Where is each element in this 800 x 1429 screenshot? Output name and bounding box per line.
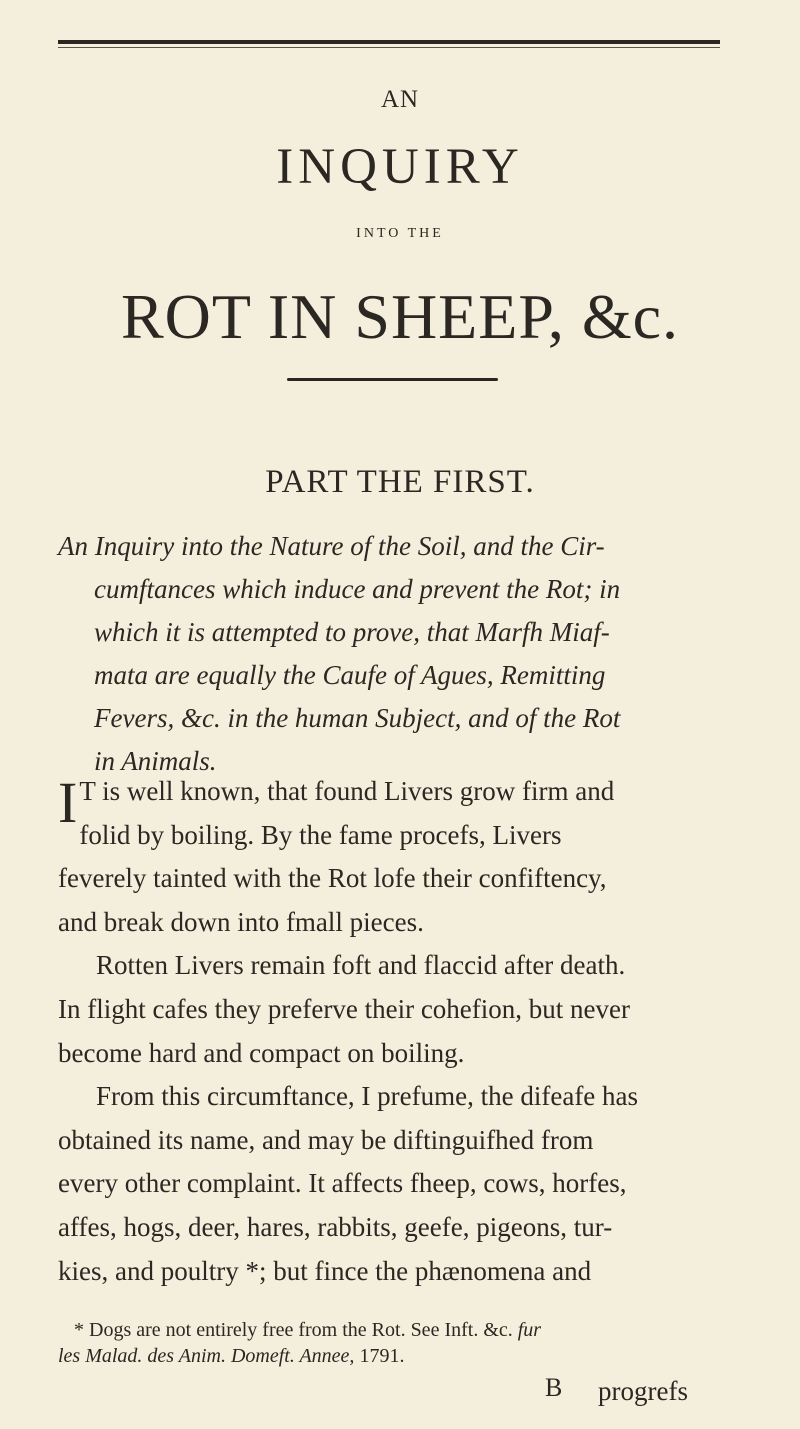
summary-line: cumftances which induce and prevent the Rot; in bbox=[94, 574, 621, 604]
footnote-text: 1791. bbox=[354, 1345, 405, 1367]
section-heading: PART THE FIRST. bbox=[265, 464, 535, 500]
footnote-italic: les Malad. des Anim. Domeft. Annee, bbox=[58, 1345, 355, 1367]
top-rule bbox=[58, 40, 720, 44]
footnote bbox=[58, 1317, 758, 1369]
body-line: From this circumftance, I prefume, the difeafe has bbox=[96, 1081, 639, 1112]
signature-mark: B bbox=[545, 1373, 563, 1402]
section-summary bbox=[58, 525, 738, 783]
body-line: Rotten Livers remain foft and flaccid after death. bbox=[96, 950, 626, 981]
body-line: T is well known, that found Livers grow firm and bbox=[79, 776, 615, 806]
summary-line: An Inquiry into the Nature of the Soil, and the Cir- bbox=[58, 531, 605, 561]
body-line: become hard and compact on boiling. bbox=[58, 1037, 465, 1068]
body-line: every other complaint. It affects fheep, cows, horfes, bbox=[58, 1168, 627, 1199]
footnote-line-1 bbox=[58, 1317, 758, 1343]
main-title: INQUIRY bbox=[276, 139, 524, 195]
summary-line: in Animals. bbox=[94, 746, 217, 776]
top-rule-thin bbox=[58, 47, 720, 48]
pre-title: AN bbox=[380, 86, 420, 113]
drop-cap: I bbox=[58, 770, 78, 835]
body-line: affes, hogs, deer, hares, rabbits, geefe, pigeons, tur- bbox=[58, 1211, 613, 1242]
body-line: In flight cafes they preferve their cohefion, but never bbox=[58, 993, 630, 1024]
footnote-line-2 bbox=[58, 1343, 758, 1369]
summary-line: which it is attempted to prove, that Marfh Miaf- bbox=[94, 617, 610, 647]
body-line: obtained its name, and may be diftinguifhed from bbox=[58, 1124, 594, 1155]
summary-line: Fevers, &c. in the human Subject, and of the Rot bbox=[94, 703, 621, 733]
summary-line: mata are equally the Caufe of Agues, Remitting bbox=[94, 660, 606, 690]
body-text bbox=[58, 770, 752, 1293]
body-line: and break down into fmall pieces. bbox=[58, 906, 424, 937]
body-line: kies, and poultry *; but fince the phænomena and bbox=[58, 1255, 592, 1286]
body-line: feverely tainted with the Rot lofe their confiftency, bbox=[58, 863, 607, 894]
title-connector: INTO THE bbox=[356, 226, 444, 241]
catchword: progrefs bbox=[598, 1376, 688, 1406]
divider-rule bbox=[287, 378, 498, 381]
footnote-text: * Dogs are not entirely free from the Rot. See Inft. &c. bbox=[74, 1319, 513, 1341]
footnote-italic: fur bbox=[512, 1319, 542, 1341]
subject-title: ROT IN SHEEP, &c. bbox=[120, 281, 680, 352]
body-line: folid by boiling. By the fame procefs, Livers bbox=[79, 819, 562, 850]
